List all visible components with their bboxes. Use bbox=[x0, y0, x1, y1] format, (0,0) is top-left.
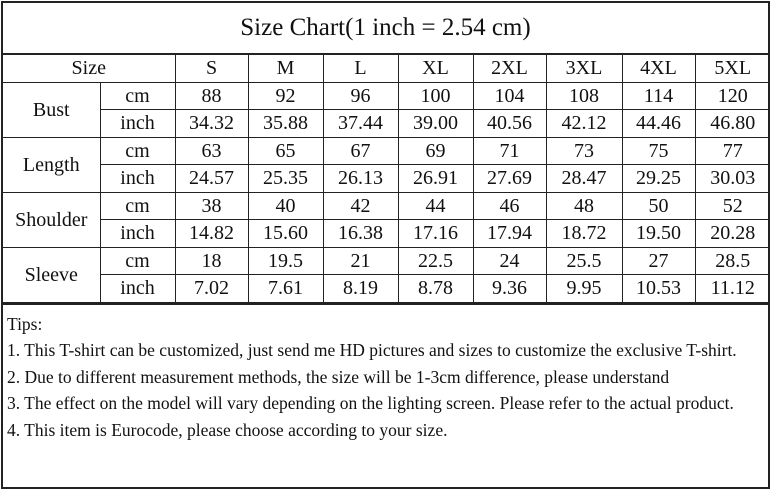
measurement-cell: 9.36 bbox=[473, 275, 546, 303]
measurement-cell: 21 bbox=[323, 247, 398, 275]
measurement-cell: 15.60 bbox=[248, 220, 323, 248]
measurement-cell: 100 bbox=[398, 82, 473, 110]
chart-title: Size Chart(1 inch = 2.54 cm) bbox=[3, 3, 768, 55]
measurement-cell: 26.13 bbox=[323, 165, 398, 193]
measurement-cell: 67 bbox=[323, 137, 398, 165]
measurement-cell: 27 bbox=[622, 247, 695, 275]
unit-label: cm bbox=[100, 82, 175, 110]
unit-label: inch bbox=[100, 220, 175, 248]
measurement-cell: 17.94 bbox=[473, 220, 546, 248]
size-chart bbox=[1, 1, 770, 489]
measurement-cell: 42 bbox=[323, 192, 398, 220]
measurement-cell: 34.32 bbox=[175, 110, 248, 138]
measurement-cell: 8.19 bbox=[323, 275, 398, 303]
measurement-cell: 40 bbox=[248, 192, 323, 220]
measurement-cell: 24 bbox=[473, 247, 546, 275]
measurement-cell: 114 bbox=[622, 82, 695, 110]
tip-item: 1. This T-shirt can be customized, just send me HD pictures and sizes to customize the exclusive T-shirt. bbox=[7, 340, 737, 360]
tip-item: 2. Due to different measurement methods, the size will be 1-3cm difference, please understand bbox=[7, 366, 670, 387]
measurement-cell: 17.16 bbox=[398, 220, 473, 248]
measurement-cell: 44.46 bbox=[622, 110, 695, 138]
measurement-cell: 71 bbox=[473, 137, 546, 165]
measurement-cell: 16.38 bbox=[323, 220, 398, 248]
measurement-row bbox=[3, 275, 770, 303]
size-col-header: 4XL bbox=[622, 55, 695, 82]
measurement-cell: 14.82 bbox=[175, 220, 248, 248]
tip-item: 4. This item is Eurocode, please choose according to your size. bbox=[7, 419, 448, 440]
measurement-cell: 35.88 bbox=[248, 110, 323, 138]
measurement-cell: 38 bbox=[175, 192, 248, 220]
measurement-row bbox=[3, 247, 770, 275]
measurement-cell: 92 bbox=[248, 82, 323, 110]
measurement-cell: 25.35 bbox=[248, 165, 323, 193]
unit-label: cm bbox=[100, 137, 175, 165]
size-col-header: XL bbox=[398, 55, 473, 82]
header-row bbox=[3, 55, 770, 82]
measurement-cell: 63 bbox=[175, 137, 248, 165]
measurement-cell: 29.25 bbox=[622, 165, 695, 193]
size-col-header: M bbox=[248, 55, 323, 82]
unit-label: inch bbox=[100, 275, 175, 303]
measurement-cell: 27.69 bbox=[473, 165, 546, 193]
measurement-cell: 46 bbox=[473, 192, 546, 220]
measurement-cell: 48 bbox=[546, 192, 622, 220]
unit-label: inch bbox=[100, 165, 175, 193]
measurement-cell: 39.00 bbox=[398, 110, 473, 138]
measurement-cell: 24.57 bbox=[175, 165, 248, 193]
measurement-cell: 19.5 bbox=[248, 247, 323, 275]
size-header: Size bbox=[3, 55, 175, 82]
unit-label: cm bbox=[100, 247, 175, 275]
size-table bbox=[3, 55, 770, 303]
unit-label: inch bbox=[100, 110, 175, 138]
measurement-cell: 10.53 bbox=[622, 275, 695, 303]
measurement-cell: 75 bbox=[622, 137, 695, 165]
measurement-name: Bust bbox=[3, 82, 100, 137]
size-col-header: L bbox=[323, 55, 398, 82]
measurement-cell: 26.91 bbox=[398, 165, 473, 193]
measurement-cell: 7.02 bbox=[175, 275, 248, 303]
measurement-cell: 50 bbox=[622, 192, 695, 220]
measurement-row bbox=[3, 165, 770, 193]
measurement-cell: 77 bbox=[695, 137, 770, 165]
measurement-cell: 7.61 bbox=[248, 275, 323, 303]
measurement-cell: 28.47 bbox=[546, 165, 622, 193]
measurement-cell: 104 bbox=[473, 82, 546, 110]
measurement-cell: 44 bbox=[398, 192, 473, 220]
measurement-cell: 9.95 bbox=[546, 275, 622, 303]
measurement-cell: 19.50 bbox=[622, 220, 695, 248]
measurement-cell: 18 bbox=[175, 247, 248, 275]
measurement-cell: 42.12 bbox=[546, 110, 622, 138]
measurement-name: Sleeve bbox=[3, 247, 100, 302]
measurement-cell: 108 bbox=[546, 82, 622, 110]
measurement-cell: 18.72 bbox=[546, 220, 622, 248]
measurement-cell: 96 bbox=[323, 82, 398, 110]
unit-label: cm bbox=[100, 192, 175, 220]
measurement-cell: 120 bbox=[695, 82, 770, 110]
measurement-name: Length bbox=[3, 137, 100, 192]
tips-heading: Tips: bbox=[7, 313, 43, 334]
measurement-cell: 37.44 bbox=[323, 110, 398, 138]
tip-item: 3. The effect on the model will vary depending on the lighting screen. Please refer to the actual product. bbox=[7, 393, 734, 413]
size-col-header: 3XL bbox=[546, 55, 622, 82]
measurement-name: Shoulder bbox=[3, 192, 100, 247]
measurement-cell: 88 bbox=[175, 82, 248, 110]
measurement-cell: 52 bbox=[695, 192, 770, 220]
measurement-cell: 22.5 bbox=[398, 247, 473, 275]
measurement-cell: 69 bbox=[398, 137, 473, 165]
measurement-cell: 28.5 bbox=[695, 247, 770, 275]
measurement-row bbox=[3, 82, 770, 110]
measurement-cell: 46.80 bbox=[695, 110, 770, 138]
measurement-row bbox=[3, 220, 770, 248]
measurement-cell: 30.03 bbox=[695, 165, 770, 193]
measurement-row bbox=[3, 137, 770, 165]
size-col-header: S bbox=[175, 55, 248, 82]
measurement-cell: 11.12 bbox=[695, 275, 770, 303]
measurement-row bbox=[3, 110, 770, 138]
measurement-cell: 20.28 bbox=[695, 220, 770, 248]
tips-section bbox=[3, 305, 768, 444]
measurement-row bbox=[3, 192, 770, 220]
measurement-cell: 73 bbox=[546, 137, 622, 165]
measurement-cell: 25.5 bbox=[546, 247, 622, 275]
size-table-wrapper bbox=[3, 55, 768, 305]
measurement-cell: 40.56 bbox=[473, 110, 546, 138]
size-col-header: 5XL bbox=[695, 55, 770, 82]
size-col-header: 2XL bbox=[473, 55, 546, 82]
measurement-cell: 65 bbox=[248, 137, 323, 165]
measurement-cell: 8.78 bbox=[398, 275, 473, 303]
